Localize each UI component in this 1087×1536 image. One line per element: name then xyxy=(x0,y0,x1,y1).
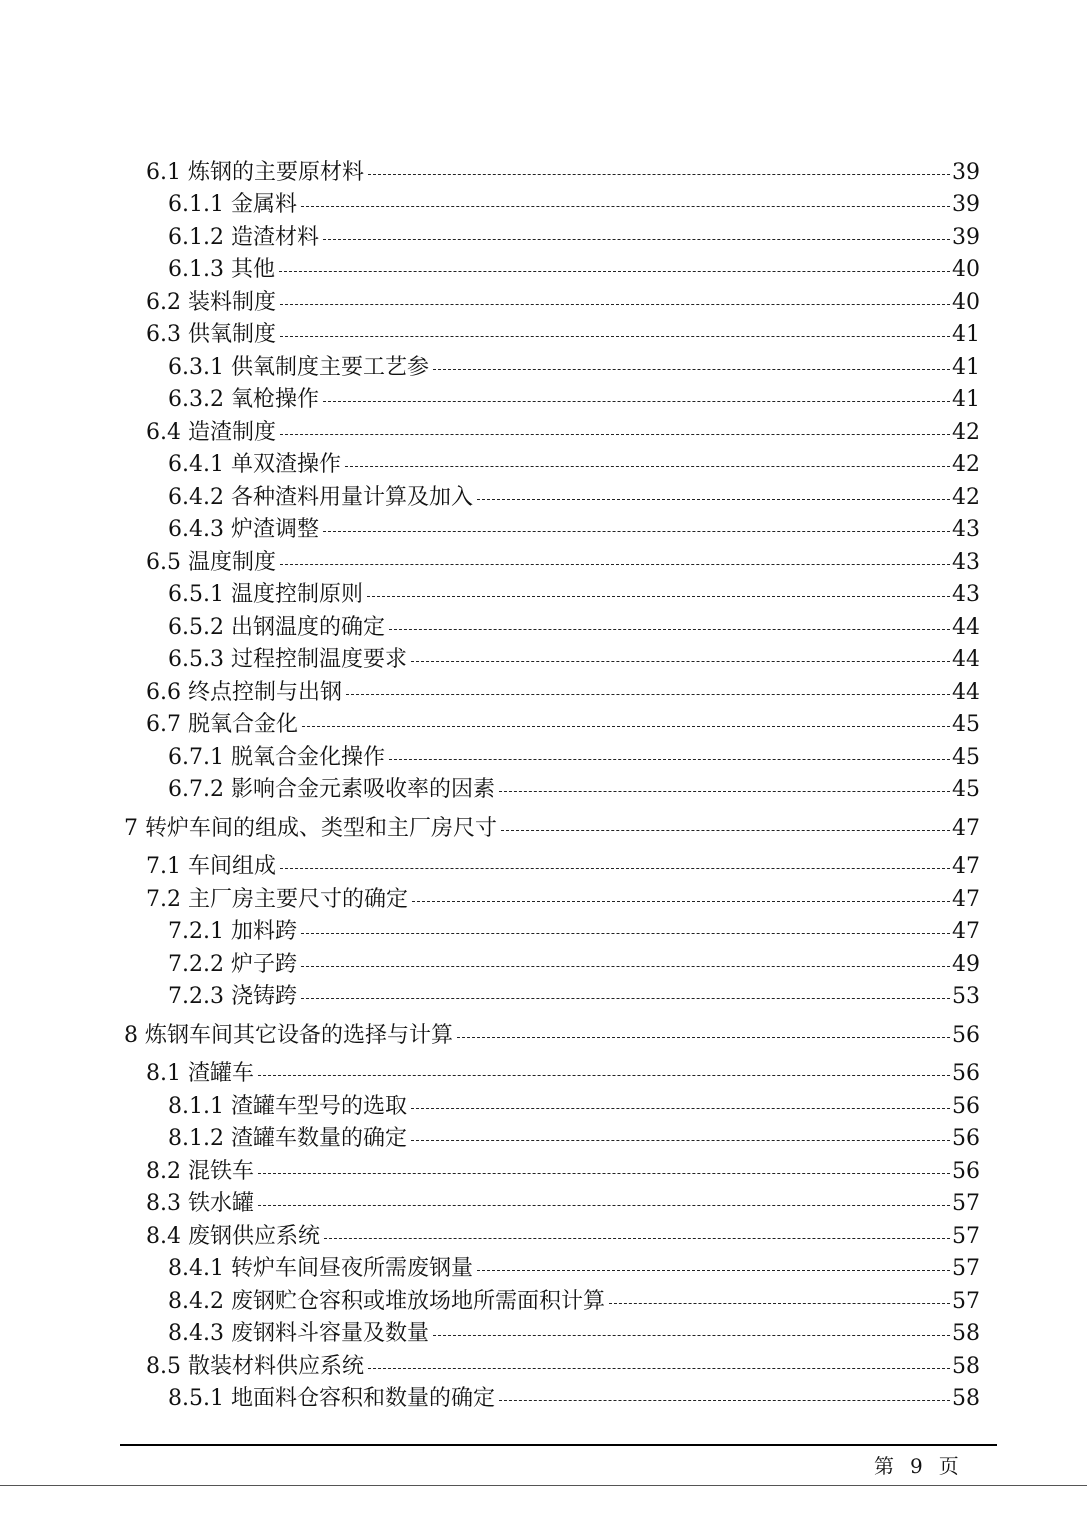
toc-entry-title: 6.3 供氧制度 xyxy=(146,322,276,347)
toc-page-number: 57 xyxy=(952,1256,980,1281)
toc-entry-title: 6.1.1 金属料 xyxy=(168,192,297,217)
toc-leader-dashes xyxy=(280,335,950,337)
toc-leader-dashes xyxy=(301,932,950,934)
toc-leader-dashes xyxy=(301,997,950,999)
toc-leader-dashes xyxy=(499,790,950,792)
toc-entry[interactable] xyxy=(120,609,980,642)
toc-leader-dashes xyxy=(280,867,950,869)
toc-entry-title: 6.5 温度制度 xyxy=(146,549,276,575)
toc-entry[interactable] xyxy=(120,1316,980,1349)
toc-leader-dashes xyxy=(411,660,950,662)
toc-page-number: 56 xyxy=(952,1022,980,1048)
toc-entry-title: 8.3 铁水罐 xyxy=(146,1191,254,1216)
toc-page-number: 42 xyxy=(952,419,980,445)
toc-entry-title: 6.4 造渣制度 xyxy=(146,419,276,445)
toc-page-number: 40 xyxy=(952,289,980,315)
toc-entry[interactable] xyxy=(120,1251,980,1284)
toc-leader-dashes xyxy=(323,400,950,402)
toc-entry-title: 6.3.1 供氧制度主要工艺参 xyxy=(168,354,429,380)
toc-page-number: 45 xyxy=(952,712,980,737)
toc-entry[interactable] xyxy=(120,1348,980,1381)
toc-entry[interactable] xyxy=(120,349,980,382)
toc-page-number: 41 xyxy=(952,322,980,347)
page-suffix: 页 xyxy=(938,1454,959,1478)
toc-entry-title: 6.5.1 温度控制原则 xyxy=(168,582,363,607)
toc-entry-title: 7.2.1 加料跨 xyxy=(168,919,297,944)
toc-page-number: 47 xyxy=(952,919,980,944)
toc-leader-dashes xyxy=(345,465,950,467)
toc-page-number: 56 xyxy=(952,1093,980,1119)
toc-page-number: 45 xyxy=(952,744,980,770)
toc-leader-dashes xyxy=(258,1172,950,1174)
toc-entry-title: 6.7.1 脱氧合金化操作 xyxy=(168,744,385,770)
toc-entry[interactable] xyxy=(120,772,980,805)
toc-page-number: 42 xyxy=(952,452,980,477)
toc-page-number: 57 xyxy=(952,1288,980,1314)
toc-entry[interactable] xyxy=(120,946,980,979)
toc-entry-title: 6.4.3 炉渣调整 xyxy=(168,517,319,542)
toc-page-number: 39 xyxy=(952,224,980,250)
toc-leader-dashes xyxy=(323,530,950,532)
toc-entry[interactable] xyxy=(120,544,980,577)
toc-entry-title: 6.3.2 氧枪操作 xyxy=(168,387,319,412)
toc-entry-title: 6.5.2 出钢温度的确定 xyxy=(168,614,385,640)
toc-leader-dashes xyxy=(501,829,950,831)
toc-leader-dashes xyxy=(433,1334,950,1336)
page-footer xyxy=(874,1450,975,1479)
toc-entry[interactable] xyxy=(120,252,980,285)
toc-entry[interactable] xyxy=(120,1381,980,1414)
toc-leader-dashes xyxy=(411,1139,950,1141)
toc-entry-title: 8.4 废钢供应系统 xyxy=(146,1223,320,1249)
toc-entry[interactable] xyxy=(120,219,980,252)
toc-leader-dashes xyxy=(477,498,950,500)
toc-chapter-entry[interactable] xyxy=(120,1017,980,1050)
toc-entry[interactable] xyxy=(120,1218,980,1251)
toc-entry-title: 8.1.1 渣罐车型号的选取 xyxy=(168,1093,407,1119)
toc-leader-dashes xyxy=(609,1302,950,1304)
toc-page-number: 49 xyxy=(952,951,980,977)
toc-entry[interactable] xyxy=(120,1121,980,1154)
toc-entry-title: 8.5.1 地面料仓容积和数量的确定 xyxy=(168,1386,495,1411)
toc-entry-title: 8.1 渣罐车 xyxy=(146,1061,254,1086)
toc-entry[interactable] xyxy=(120,479,980,512)
toc-leader-dashes xyxy=(280,303,950,305)
toc-entry[interactable] xyxy=(120,881,980,914)
toc-entry-title: 6.1.2 造渣材料 xyxy=(168,224,319,250)
toc-page-number: 43 xyxy=(952,582,980,607)
toc-leader-dashes xyxy=(258,1074,950,1076)
toc-leader-dashes xyxy=(324,1237,950,1239)
toc-entry[interactable] xyxy=(120,1088,980,1121)
toc-page-number: 44 xyxy=(952,679,980,705)
toc-page-number: 44 xyxy=(952,614,980,640)
toc-page-number: 40 xyxy=(952,257,980,282)
toc-entry[interactable] xyxy=(120,284,980,317)
toc-page-number: 56 xyxy=(952,1158,980,1184)
toc-entry[interactable] xyxy=(120,577,980,610)
toc-page-number: 39 xyxy=(952,192,980,217)
toc-page-number: 57 xyxy=(952,1223,980,1249)
toc-page-number: 43 xyxy=(952,549,980,575)
toc-entry-title: 8.1.2 渣罐车数量的确定 xyxy=(168,1126,407,1151)
toc-leader-dashes xyxy=(457,1036,950,1038)
toc-entry-title: 7.2 主厂房主要尺寸的确定 xyxy=(146,886,408,912)
toc-page-number: 41 xyxy=(952,387,980,412)
toc-entry[interactable] xyxy=(120,1153,980,1186)
toc-entry-title: 6.1.3 其他 xyxy=(168,257,275,282)
toc-page-number: 53 xyxy=(952,984,980,1009)
toc-entry-title: 6.4.1 单双渣操作 xyxy=(168,452,341,477)
toc-entry[interactable] xyxy=(120,317,980,350)
toc-entry-title: 6.5.3 过程控制温度要求 xyxy=(168,647,407,672)
page-bottom-edge xyxy=(0,1485,1087,1486)
toc-page-number: 58 xyxy=(952,1386,980,1411)
toc-entry[interactable] xyxy=(120,914,980,947)
footer-divider xyxy=(120,1444,997,1446)
toc-entry-title: 6.6 终点控制与出钢 xyxy=(146,679,342,705)
toc-entry[interactable] xyxy=(120,739,980,772)
toc-leader-dashes xyxy=(280,433,950,435)
toc-entry-title: 6.2 装料制度 xyxy=(146,289,276,315)
toc-entry-title: 8 炼钢车间其它设备的选择与计算 xyxy=(124,1022,453,1048)
toc-leader-dashes xyxy=(367,595,950,597)
toc-entry[interactable] xyxy=(120,447,980,480)
toc-leader-dashes xyxy=(389,758,950,760)
toc-entry-title: 8.5 散装材料供应系统 xyxy=(146,1353,364,1379)
toc-leader-dashes xyxy=(301,205,950,207)
toc-leader-dashes xyxy=(323,238,950,240)
toc-leader-dashes xyxy=(258,1204,950,1206)
toc-entry[interactable] xyxy=(120,154,980,187)
toc-leader-dashes xyxy=(499,1399,950,1401)
toc-leader-dashes xyxy=(279,270,950,272)
toc-page-number: 57 xyxy=(952,1191,980,1216)
toc-entry-title: 7.2.3 浇铸跨 xyxy=(168,984,297,1009)
toc-entry-title: 7.2.2 炉子跨 xyxy=(168,951,297,977)
toc-entry[interactable] xyxy=(120,707,980,740)
toc-leader-dashes xyxy=(301,965,950,967)
page-number: 9 xyxy=(910,1454,923,1478)
toc-entry[interactable] xyxy=(120,1283,980,1316)
toc-leader-dashes xyxy=(302,725,950,727)
toc-page-number: 39 xyxy=(952,159,980,185)
toc-page-number: 47 xyxy=(952,854,980,879)
page-prefix: 第 xyxy=(874,1454,894,1478)
toc-entry-title: 8.4.1 转炉车间昼夜所需废钢量 xyxy=(168,1256,473,1281)
toc-page-number: 58 xyxy=(952,1353,980,1379)
toc-entry-title: 7 转炉车间的组成、类型和主厂房尺寸 xyxy=(124,815,497,841)
toc-page-number: 44 xyxy=(952,647,980,672)
toc-page-number: 42 xyxy=(952,484,980,510)
toc-entry-title: 7.1 车间组成 xyxy=(146,854,276,879)
toc-leader-dashes xyxy=(346,693,950,695)
toc-leader-dashes xyxy=(411,1107,950,1109)
toc-entry-title: 8.2 混铁车 xyxy=(146,1158,254,1184)
toc-page-number: 58 xyxy=(952,1321,980,1346)
toc-entry-title: 6.7.2 影响合金元素吸收率的因素 xyxy=(168,777,495,802)
toc-entry[interactable] xyxy=(120,849,980,882)
toc-entry-title: 6.1 炼钢的主要原材料 xyxy=(146,159,364,185)
toc-entry-title: 6.7 脱氧合金化 xyxy=(146,712,298,737)
toc-entry[interactable] xyxy=(120,642,980,675)
toc-page-number: 45 xyxy=(952,777,980,802)
toc-leader-dashes xyxy=(368,1367,950,1369)
toc-entry[interactable] xyxy=(120,512,980,545)
toc-leader-dashes xyxy=(412,900,950,902)
toc-entry[interactable] xyxy=(120,382,980,415)
toc-entry[interactable] xyxy=(120,1056,980,1089)
toc-entry[interactable] xyxy=(120,979,980,1012)
toc-leader-dashes xyxy=(433,368,950,370)
toc-leader-dashes xyxy=(368,173,950,175)
toc-entry[interactable] xyxy=(120,187,980,220)
toc-page-number: 47 xyxy=(952,886,980,912)
toc-page-number: 41 xyxy=(952,354,980,380)
toc-entry-title: 6.4.2 各种渣料用量计算及加入 xyxy=(168,484,473,510)
toc-page-number: 56 xyxy=(952,1126,980,1151)
toc-chapter-entry[interactable] xyxy=(120,810,980,843)
toc-entry[interactable] xyxy=(120,1186,980,1219)
toc-page-number: 43 xyxy=(952,517,980,542)
toc-entry[interactable] xyxy=(120,414,980,447)
toc-leader-dashes xyxy=(477,1269,950,1271)
table-of-contents xyxy=(120,154,980,1413)
toc-entry-title: 8.4.3 废钢料斗容量及数量 xyxy=(168,1321,429,1346)
toc-leader-dashes xyxy=(280,563,950,565)
toc-leader-dashes xyxy=(389,628,950,630)
toc-entry-title: 8.4.2 废钢贮仓容积或堆放场地所需面积计算 xyxy=(168,1288,605,1314)
toc-page-number: 56 xyxy=(952,1061,980,1086)
toc-page-number: 47 xyxy=(952,815,980,841)
toc-entry[interactable] xyxy=(120,674,980,707)
